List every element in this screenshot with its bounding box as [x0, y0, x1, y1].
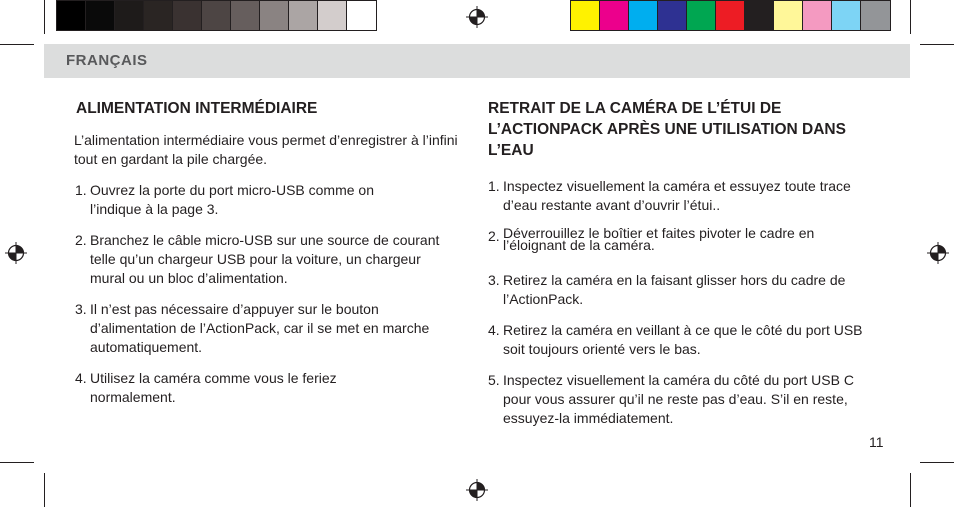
step-text: Retirez la caméra en veillant à ce que le côté du port USB soit toujours orienté vers le bas. [503, 322, 863, 357]
color-swatch [861, 1, 890, 30]
registration-mark-icon [466, 479, 488, 501]
right-step-5 [488, 371, 868, 428]
right-step-2 [488, 227, 868, 251]
color-swatch [173, 1, 202, 30]
step-number: 1. [488, 178, 500, 194]
color-swatch [600, 1, 629, 30]
step-text: Inspectez visuellement la caméra du côté du port USB C pour vous assurer qu’il ne reste pas d’eau. S’il en reste, essuyez-la immédiatement. [503, 372, 854, 426]
left-step-3 [75, 300, 430, 357]
page-number: 11 [869, 434, 884, 450]
color-swatch [260, 1, 289, 30]
crop-mark [920, 44, 954, 45]
crop-mark [0, 44, 34, 45]
color-swatch [658, 1, 687, 30]
step-text: Utilisez la caméra comme vous le feriez normalement. [90, 370, 337, 405]
color-swatch [289, 1, 318, 30]
step-text: Déverrouillez le boîtier et faites pivoter le cadre en l’éloignant de la caméra. [503, 225, 815, 253]
step-number: 1. [75, 182, 87, 198]
step-number: 4. [488, 322, 500, 338]
crop-mark [910, 473, 911, 507]
crop-mark [910, 0, 911, 34]
color-swatch [774, 1, 803, 30]
left-step-4 [75, 369, 395, 407]
color-swatch [231, 1, 260, 30]
right-step-4 [488, 321, 883, 359]
step-text: Branchez le câble micro-USB sur une source de courant telle qu’un chargeur USB pour la voiture, un chargeur mural ou un bloc d’alimentation. [90, 232, 440, 286]
left-step-2 [75, 231, 440, 288]
crop-mark [44, 0, 45, 34]
crop-mark [44, 473, 45, 507]
crop-mark [920, 462, 954, 463]
step-text: Ouvrez la porte du port micro-USB comme on l’indique à la page 3. [90, 182, 374, 217]
color-swatch [716, 1, 745, 30]
language-label: FRANÇAIS [66, 52, 148, 69]
step-number: 4. [75, 370, 87, 386]
color-swatch [832, 1, 861, 30]
right-step-1 [488, 177, 853, 215]
right-step-3 [488, 271, 868, 309]
color-swatch [57, 1, 86, 30]
step-text: Retirez la caméra en la faisant glisser hors du cadre de l’ActionPack. [503, 272, 846, 307]
color-swatch [571, 1, 600, 30]
left-section-title: ALIMENTATION INTERMÉDIAIRE [76, 100, 318, 117]
step-number: 2. [75, 232, 87, 248]
color-swatch [86, 1, 115, 30]
color-swatch [347, 1, 376, 30]
step-text: Il n’est pas nécessaire d’appuyer sur le bouton d’alimentation de l’ActionPack, car il se met en marche automatiquement. [90, 301, 430, 355]
color-swatch [144, 1, 173, 30]
left-step-1 [75, 181, 425, 219]
step-text: Inspectez visuellement la caméra et essuyez toute trace d’eau restante avant d’ouvrir l’étui.. [503, 178, 851, 213]
color-swatch [318, 1, 347, 30]
right-section-title: RETRAIT DE LA CAMÉRA DE L’ÉTUI DE L’ACTIONPACK APRÈS UNE UTILISATION DANS L’EAU [488, 100, 846, 159]
color-swatch [115, 1, 144, 30]
registration-mark-icon [466, 6, 488, 28]
grayscale-color-bar [56, 0, 377, 31]
color-swatch [803, 1, 832, 30]
registration-mark-icon [5, 242, 27, 264]
registration-mark-icon [927, 242, 949, 264]
process-color-bar [570, 0, 891, 31]
color-swatch [745, 1, 774, 30]
step-number: 5. [488, 372, 500, 388]
color-swatch [629, 1, 658, 30]
left-intro-paragraph: L’alimentation intermédiaire vous permet d’enregistrer à l’infini tout en gardant la pile chargée. [74, 132, 458, 167]
step-number: 3. [488, 272, 500, 288]
step-number: 3. [75, 301, 87, 317]
step-number: 2. [488, 228, 500, 244]
crop-mark [0, 462, 34, 463]
color-swatch [202, 1, 231, 30]
color-swatch [687, 1, 716, 30]
language-header-band [44, 44, 910, 78]
